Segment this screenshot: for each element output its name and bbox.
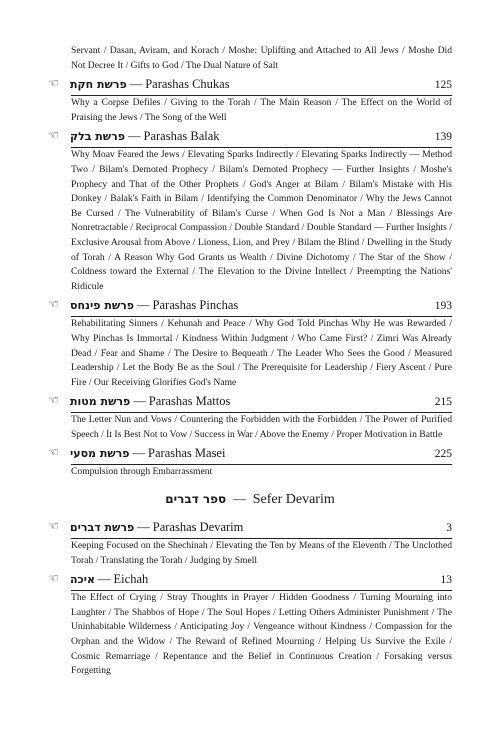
entry-heading[interactable] — [48, 294, 452, 316]
entry-description: Rehabilitating Sinners / Kehunah and Peace / Why God Told Pinchas Why He was Rewarded / Why Pinchas Is Immortal / Kindness Within Judgment / Who Came First? / Zimri Was Already Dead / Fear and Shame / The Desire to Bequeath / The Leader Who Sees the Good / Measured Leadership / Let the Body Be as the Soul / The Prerequisite for Leadership / Fiery Ascent / Pure Fire / Our Receiving Glorifies God's Name — [71, 318, 452, 388]
entry-title[interactable]: Parashas Chukas — [145, 77, 230, 92]
entry-description: Keeping Focused on the Shechinah / Elevating the Ten by Means of the Eleventh / The Unclothed Torah / Translating the Torah / Judging by Smell — [71, 540, 452, 566]
pointing-hand-icon: ☜ — [48, 393, 59, 408]
dash: — — [137, 298, 150, 313]
entry-description: The Letter Nun and Vows / Countering the Forbidden with the Forbidden / The Power of Purified Speech / It Is Best Not to Vow / Success in War / Above the Enemy / Proper Motivation in Battle — [71, 414, 452, 440]
section-title: Sefer Devarim — [252, 492, 335, 508]
toc-entry-pinchas[interactable] — [48, 294, 452, 390]
pointing-hand-icon: ☜ — [48, 519, 59, 534]
hebrew-title: איכה — [70, 573, 96, 587]
table-of-contents — [48, 44, 452, 679]
entry-heading[interactable] — [48, 516, 452, 538]
toc-entry-eichah[interactable] — [48, 568, 452, 679]
dash: — — [98, 572, 111, 587]
pointing-hand-icon: ☜ — [48, 76, 59, 91]
entry-heading[interactable] — [48, 442, 452, 464]
pointing-hand-icon: ☜ — [48, 128, 59, 143]
dash: — — [132, 446, 146, 461]
pointing-hand-icon: ☜ — [48, 297, 59, 312]
dash: — — [128, 129, 141, 144]
entry-title[interactable]: Eichah — [113, 572, 149, 587]
page-number[interactable]: 215 — [434, 396, 452, 409]
entry-heading[interactable] — [48, 568, 452, 590]
entry-description: Compulsion through Embarrassment — [71, 466, 213, 478]
hebrew-title: פרשת חקת — [70, 78, 127, 92]
hebrew-title: פרשת דברים — [70, 521, 135, 535]
toc-entry-masei[interactable] — [48, 442, 452, 480]
intro-description: Servant / Dasan, Aviram, and Korach / Moshe: Uplifting and Attached to All Jews / Moshe Did Not Decree It / Gifts to God / The Dual Nature of Salt — [71, 45, 452, 71]
entry-title[interactable]: Parashas Mattos — [148, 394, 231, 409]
hebrew-title: פרשת פינחס — [70, 299, 135, 313]
page-number[interactable]: 13 — [440, 574, 452, 587]
toc-entry-mattos[interactable] — [48, 390, 452, 442]
hebrew-title: פרשת בלק — [70, 130, 126, 144]
entry-heading[interactable] — [48, 125, 452, 147]
hebrew-title: פרשת מטות — [70, 395, 131, 409]
toc-entry-balak[interactable] — [48, 125, 452, 294]
hebrew-title: פרשת מסעי — [70, 447, 130, 461]
entry-description: Why Moav Feared the Jews / Elevating Sparks Indirectly / Elevating Sparks Indirectly — Method Two / Bilam's Demoted Prophecy / Bilam's Demoted Prophecy — Further Insights / Moshe's Prophecy and That of the Other Prophets / God's Anger at Bilam / Bilam's Mistake with His Donkey / Balak's Faith in Bilam / Identifying the Common Denominator / Why the Jews Cannot Be Cursed / The Vulnerability of Bilam's Curse / When God Is Not a Man / Blessings Are Nonretractable / Reciprocal Compassion / Double Standard / Double Standard — Further Insights / Exclusive Arousal from Above / Lioness, Lion, and Prey / Bilam the Blind / Dwelling in the Study of Torah / A Reason Why God Grants us Wealth / Divine Dichotomy / The Star of the Show / Coldness toward the External / The Elevation to the Divine Intellect / Preempting the Nations' Ridicule — [71, 149, 452, 292]
section-heading — [48, 484, 452, 514]
entry-heading[interactable] — [48, 73, 452, 95]
entry-title[interactable]: Parashas Balak — [143, 129, 220, 144]
toc-entry-chukas[interactable] — [48, 73, 452, 125]
pointing-hand-icon: ☜ — [48, 571, 59, 586]
page-number[interactable]: 139 — [434, 131, 452, 144]
entry-title[interactable]: Parashas Pinchas — [152, 298, 239, 313]
dash: — — [137, 520, 150, 535]
page-number[interactable]: 225 — [434, 448, 452, 461]
entry-heading[interactable] — [48, 390, 452, 412]
section-hebrew-title: ספר דברים — [165, 492, 227, 507]
entry-description: Why a Corpse Defiles / Giving to the Torah / The Main Reason / The Effect on the World of Praising the Jews / The Song of the Well — [71, 97, 452, 123]
pointing-hand-icon: ☜ — [48, 445, 59, 460]
entry-title[interactable]: Parashas Devarim — [152, 520, 244, 535]
page-number[interactable]: 125 — [434, 79, 452, 92]
dash: — — [233, 492, 246, 507]
toc-entry-devarim[interactable] — [48, 516, 452, 568]
dash: — — [133, 394, 146, 409]
entry-description: The Effect of Crying / Stray Thoughts in Prayer / Hidden Goodness / Turning Mourning into Laughter / The Shabbos of Hope / The Soul Hopes / Letting Others Administer Punishment / The Uninhabitable Wilderness / Anticipating Joy / Vengeance without Kindness / Compassion for the Orphan and the Widow / The Reward of Refined Mourning / Helping Us Survive the Exile / Cosmic Remarriage / Repentance and the Belief in Continuous Creation / Forsaking versus Forgetting — [71, 592, 452, 677]
page-number[interactable]: 3 — [446, 522, 452, 535]
entry-title[interactable]: Parashas Masei — [148, 446, 226, 461]
dash: — — [129, 77, 143, 92]
page-number[interactable]: 193 — [434, 300, 452, 313]
